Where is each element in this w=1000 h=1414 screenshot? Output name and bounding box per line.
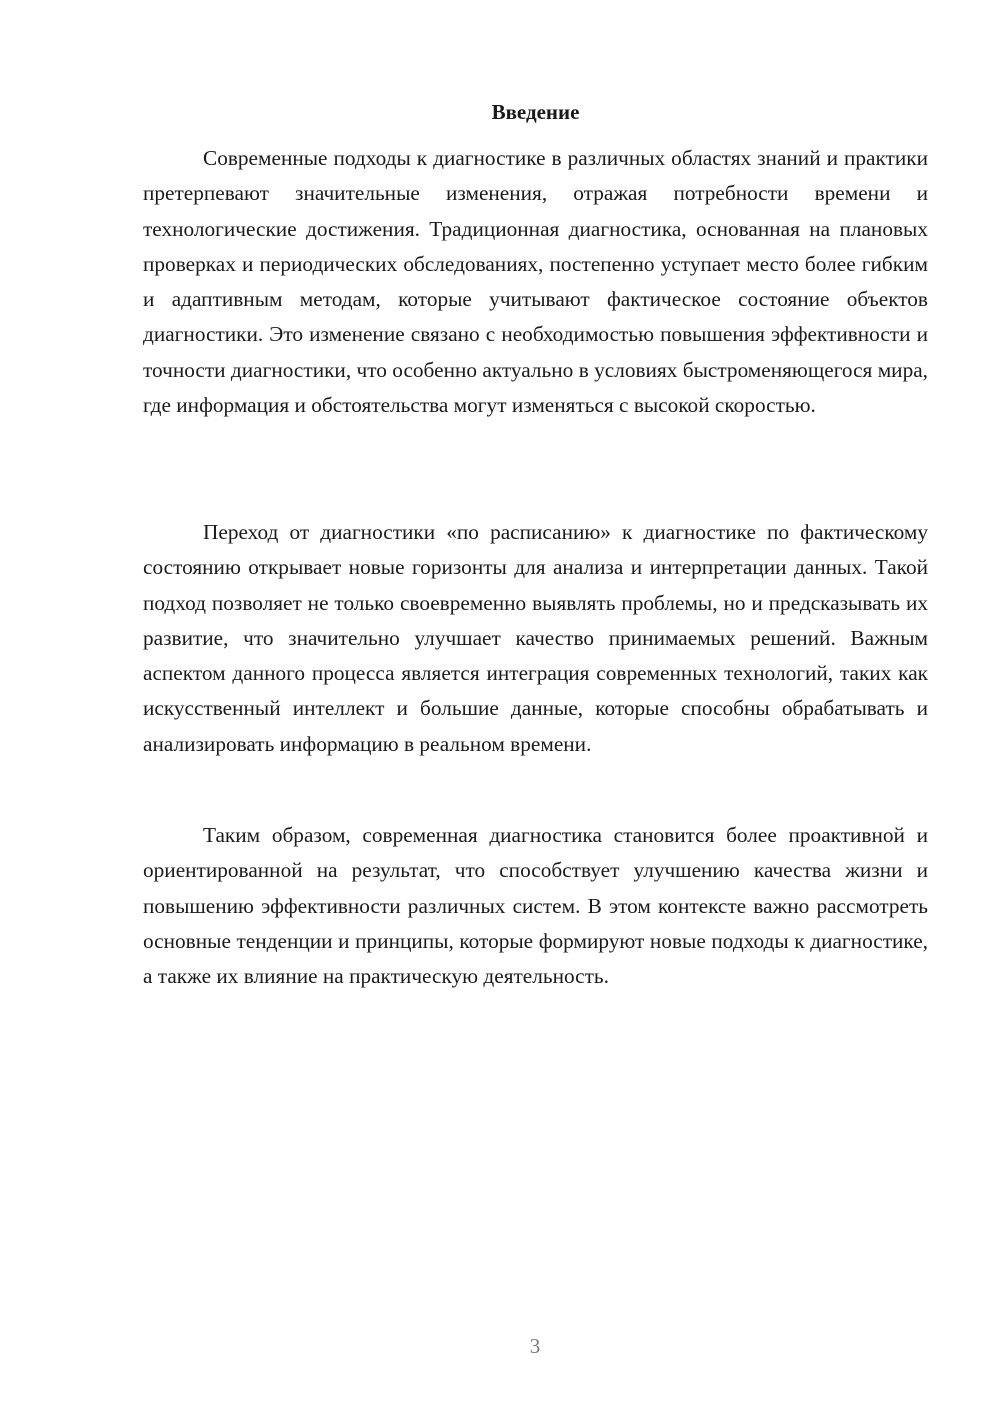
paragraph-1: Современные подходы к диагностике в различных областях знаний и практики претерпевают значительные изменения, отражая потребности времени и технологические достижения. Традиционная диагностика, основанная на плановых проверках и периодических обследованиях, постепенно уступает место более гибким и адаптивным методам, которые учитывают фактическое состояние объектов диагностики. Это изменение связано с необходимостью повышения эффективности и точности диагностики, что особенно актуально в условиях быстроменяющегося мира, где информация и обстоятельства могут изменяться с высокой скоростью. <box>143 146 928 418</box>
paragraph-2: Переход от диагностики «по расписанию» к диагностике по фактическому состоянию открывает новые горизонты для анализа и интерпретации данных. Такой подход позволяет не только своевременно выявлять проблемы, но и предсказывать их развитие, что значительно улучшает качество принимаемых решений. Важным аспектом данного процесса является интеграция современных технологий, таких как искусственный интеллект и большие данные, которые способны обрабатывать и анализировать информацию в реальном времени. <box>143 520 928 756</box>
page-number: 3 <box>529 1334 541 1358</box>
section-title: Введение <box>491 100 580 124</box>
paragraph-3: Таким образом, современная диагностика становится более проактивной и ориентированной на результат, что способствует улучшению качества жизни и повышению эффективности различных систем. В этом контексте важно рассмотреть основные тенденции и принципы, которые формируют новые подходы к диагностике, а также их влияние на практическую деятельность. <box>143 823 928 989</box>
